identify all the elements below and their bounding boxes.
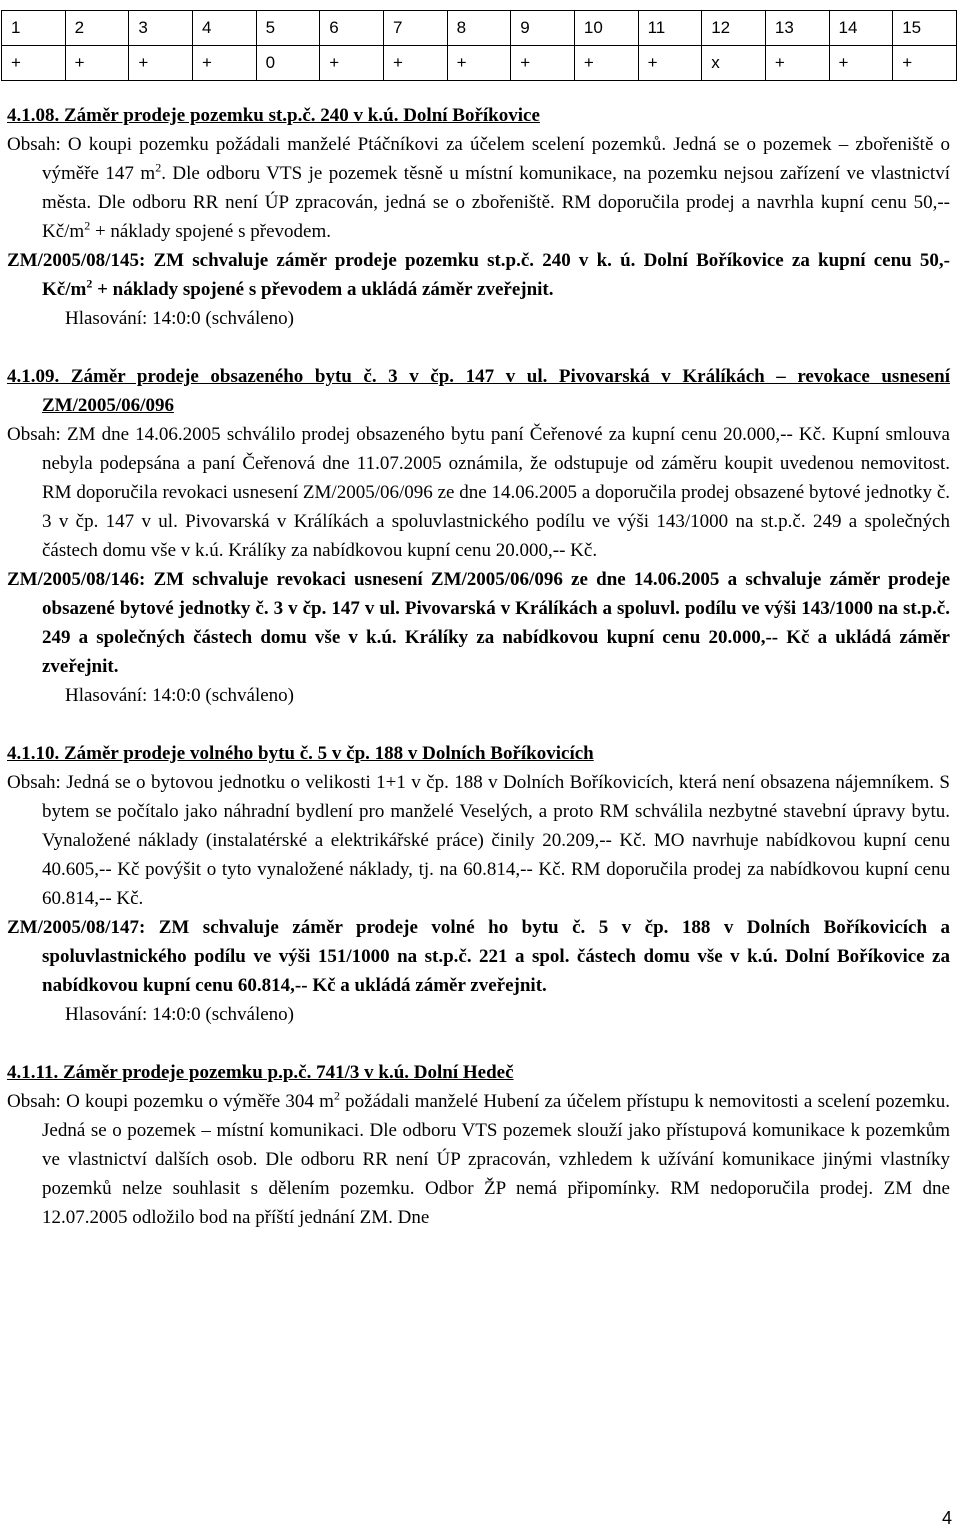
section-title: 4.1.11. Záměr prodeje pozemku p.p.č. 741/3 v k.ú. Dolní Hedeč <box>7 1062 514 1083</box>
resolution-text: ZM/2005/08/145: ZM schvaluje záměr prodeje pozemku st.p.č. 240 v k. ú. Dolní Boříkovice za kupní cenu 50,- Kč/m <box>7 250 950 300</box>
document-body <box>7 101 950 1232</box>
superscript: 2 <box>84 218 91 233</box>
body-text: Obsah: O koupi pozemku požádali manželé Ptáčníkovi za účelem scelení pozemků. Jedná se o pozemek – zbořeniště o výměře 147 m <box>7 134 950 184</box>
table-cell: + <box>765 46 829 81</box>
table-cell: + <box>129 46 193 81</box>
table-cell: 1 <box>2 11 66 46</box>
section-411 <box>7 1058 950 1087</box>
resolution: ZM/2005/08/146: ZM schvaluje revokaci usnesení ZM/2005/06/096 ze dne 14.06.2005 a schvaluje záměr prodeje obsazené bytové jednotky č. 3 v čp. 147 v ul. Pivovarská v Králíkách a spoluvl. podílu ve výši 143/1000 na st.p.č. 249 a společných částech domu vše v k.ú. Králíky za nabídkovou kupní cenu 20.000,-- Kč a ukládá záměr zveřejnit. <box>7 569 950 677</box>
section-title: 4.1.10. Záměr prodeje volného bytu č. 5 v čp. 188 v Dolních Boříkovicích <box>7 743 594 764</box>
table-cell: + <box>574 46 638 81</box>
page-number: 4 <box>941 1508 952 1528</box>
table-cell: 9 <box>511 11 575 46</box>
table-cell: 7 <box>383 11 447 46</box>
table-cell: 8 <box>447 11 511 46</box>
table-cell: 13 <box>765 11 829 46</box>
table-cell: 0 <box>256 46 320 81</box>
body-text: požádali manželé Hubení za účelem přístupu k nemovitosti a scelení pozemku. Jedná se o pozemek – místní komunikaci. Dle odboru VTS pozemek slouží jako přístupová komunikace k pozemkům ve vlastnictví dalších osob. Dle odboru RR není ÚP zpracován, vzhledem k užívání komunikace jinými vlastníky pozemků nelze souhlasit s dělením pozemku. Odbor ŽP nemá připomínky. RM nedoporučila prodej. ZM dne 12.07.2005 odložilo bod na příští jednání ZM. Dne <box>42 1091 950 1228</box>
superscript: 2 <box>155 160 162 175</box>
table-cell: + <box>320 46 384 81</box>
table-cell: 14 <box>829 11 893 46</box>
table-cell: 12 <box>702 11 766 46</box>
table-cell: + <box>65 46 129 81</box>
table-cell: 4 <box>192 11 256 46</box>
section-body: Obsah: ZM dne 14.06.2005 schválilo prodej obsazeného bytu paní Čeřenové za kupní cenu 20.000,-- Kč. Kupní smlouva nebyla podepsána a paní Čeřenová dne 11.07.2005 oznámila, že odstupuje od záměru koupit uvedenou nemovitost. RM doporučila revokaci usnesení ZM/2005/06/096 ze dne 14.06.2005 a doporučila prodej obsazené bytové jednotky č. 3 v čp. 147 v ul. Pivovarská v Králíkách a spoluvlastnického podílu ve výši 143/1000 na st.p.č. 249 a společných částech domu vše v k.ú. Králíky za nabídkovou kupní cenu 20.000,-- Kč. <box>7 424 950 561</box>
table-cell: + <box>447 46 511 81</box>
section-title: 4.1.09. Záměr prodeje obsazeného bytu č. 3 v čp. 147 v ul. Pivovarská v Králíkách – revokace usnesení ZM/2005/06/096 <box>7 366 950 416</box>
section-408 <box>7 101 950 130</box>
table-cell: 15 <box>893 11 957 46</box>
body-text: + náklady spojené s převodem. <box>90 221 331 242</box>
section-body: Obsah: Jedná se o bytovou jednotku o velikosti 1+1 v čp. 188 v Dolních Boříkovicích, která není obsazena nájemníkem. S bytem se počítalo jako náhradní bydlení pro manželé Veselých, a proto RM schválila nezbytné stavební úpravy bytu. Vynaložené náklady (instalatérské a elektrikářské práce) činily 20.209,-- Kč. MO navrhuje nabídkovou kupní cenu 40.605,-- Kč povýšit o tyto vynaložené náklady, tj. na 60.814,-- Kč. RM doporučila prodej za nabídkovou kupní cenu 60.814,-- Kč. <box>7 772 950 909</box>
section-body <box>7 1087 950 1232</box>
resolution-text: + náklady spojené s převodem a ukládá záměr zveřejnit. <box>92 279 554 300</box>
section-410 <box>7 739 950 768</box>
resolution <box>7 246 950 304</box>
section-title: 4.1.08. Záměr prodeje pozemku st.p.č. 240 v k.ú. Dolní Boříkovice <box>7 105 540 126</box>
table-cell: + <box>2 46 66 81</box>
table-cell: + <box>383 46 447 81</box>
table-cell: 5 <box>256 11 320 46</box>
table-cell: 3 <box>129 11 193 46</box>
table-cell: + <box>192 46 256 81</box>
table-cell: 2 <box>65 11 129 46</box>
table-cell: + <box>638 46 702 81</box>
table-cell: x <box>702 46 766 81</box>
table-cell: 6 <box>320 11 384 46</box>
vote-result: Hlasování: 14:0:0 (schváleno) <box>65 685 295 706</box>
vote-result: Hlasování: 14:0:0 (schváleno) <box>65 308 295 329</box>
body-text: Obsah: O koupi pozemku o výměře 304 m <box>7 1091 334 1112</box>
resolution: ZM/2005/08/147: ZM schvaluje záměr prodeje volné ho bytu č. 5 v čp. 188 v Dolních Boříkovicích a spoluvlastnického podílu ve výši 151/1000 na st.p.č. 221 a spol. částech domu vše v k.ú. Dolní Boříkovice za nabídkovou kupní cenu 60.814,-- Kč a ukládá záměr zveřejnit. <box>7 917 950 996</box>
table-cell: + <box>829 46 893 81</box>
body-text: . Dle odboru VTS je pozemek těsně u místní komunikace, na pozemku nejsou zařízení ve vlastnictví města. Dle odboru RR není ÚP zpracován, jedná se o zbořeniště. RM doporučila prodej a navrhla kupní cenu 50,-- Kč/m <box>42 163 950 242</box>
vote-table <box>1 10 957 81</box>
superscript: 2 <box>333 1088 340 1103</box>
vote-table-header-row <box>2 11 957 46</box>
vote-result: Hlasování: 14:0:0 (schváleno) <box>65 1004 295 1025</box>
superscript: 2 <box>86 276 93 291</box>
table-cell: + <box>893 46 957 81</box>
table-cell: 10 <box>574 11 638 46</box>
table-cell: 11 <box>638 11 702 46</box>
section-body <box>7 130 950 246</box>
table-cell: + <box>511 46 575 81</box>
vote-table-values-row <box>2 46 957 81</box>
